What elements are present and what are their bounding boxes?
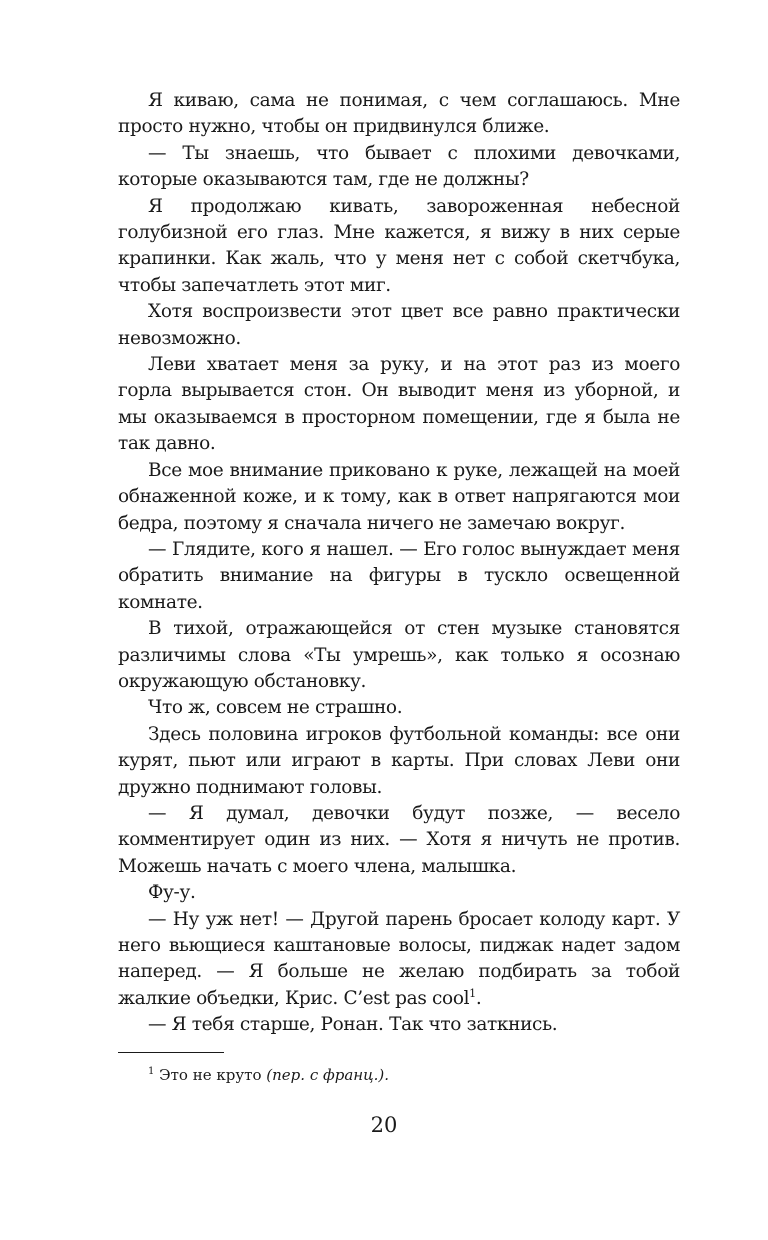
footnote-marker: 1 xyxy=(469,986,476,1000)
paragraph: — Ты знаешь, что бывает с плохими девочками, которые оказываются там, где не должны? xyxy=(118,142,680,191)
paragraph: Я продолжаю кивать, завороженная небесной голубизной его глаз. Мне кажется, я вижу в них серые крапинки. Как жаль, что у меня нет с собой скетчбука, чтобы запечатлеть этот миг. xyxy=(118,195,680,296)
footnote-text: Это не круто xyxy=(159,1066,262,1084)
body-text xyxy=(118,88,680,1039)
footnote xyxy=(148,1064,389,1086)
paragraph-text: — Ну уж нет! — Другой парень бросает колоду карт. У него вьющиеся каштановые волосы, пиджак надет задом наперед. — Я больше не желаю подбирать за тобой жалкие объедки, Крис. C’est pas cool xyxy=(118,908,680,1009)
paragraph: Хотя воспроизвести этот цвет все равно практически невозможно. xyxy=(118,301,680,349)
paragraph: Что ж, совсем не страшно. xyxy=(148,697,403,719)
paragraph: — Глядите, кого я нашел. — Его голос вынуждает меня обратить внимание на фигуры в тускло освещенной комнате. xyxy=(118,538,680,613)
page-number: 20 xyxy=(370,1113,398,1137)
paragraph: Все мое внимание приковано к руке, лежащей на моей обнаженной коже, и к тому, как в ответ напрягаются мои бедра, поэтому я сначала ничего не замечаю вокруг. xyxy=(118,459,680,534)
paragraph: Я киваю, сама не понимая, с чем соглашаюсь. Мне просто нужно, чтобы он придвинулся ближе. xyxy=(118,90,680,138)
paragraph: Фу-у. xyxy=(148,882,196,904)
paragraph: — Я тебя старше, Ронан. Так что заткнись. xyxy=(148,1014,558,1036)
paragraph: — Я думал, девочки будут позже, — весело комментирует один из них. — Хотя я ничуть не против. Можешь начать с моего члена, малышка. xyxy=(118,802,680,877)
paragraph: Леви хватает меня за руку, и на этот раз из моего горла вырывается стон. Он выводит меня из уборной, и мы оказываемся в просторном помещении, где я была не так давно. xyxy=(118,354,680,455)
footnote-divider xyxy=(118,1052,224,1053)
paragraph: В тихой, отражающейся от стен музыке становятся различимы слова «Ты умрешь», как только я осознаю окружающую обстановку. xyxy=(118,618,680,692)
paragraph: Здесь половина игроков футбольной команды: все они курят, пьют или играют в карты. При словах Леви они дружно поднимают головы. xyxy=(118,723,680,798)
footnote-source: (пер. с франц.). xyxy=(266,1066,390,1084)
footnote-number: 1 xyxy=(148,1066,155,1077)
paragraph-with-footnote: — Ну уж нет! — Другой парень бросает колоду карт. У него вьющиеся каштановые волосы, пиджак надет задом наперед. — Я больше не желаю подбирать за тобой жалкие объедки, Крис. C’est pas cool$^1$. xyxy=(118,908,680,1009)
